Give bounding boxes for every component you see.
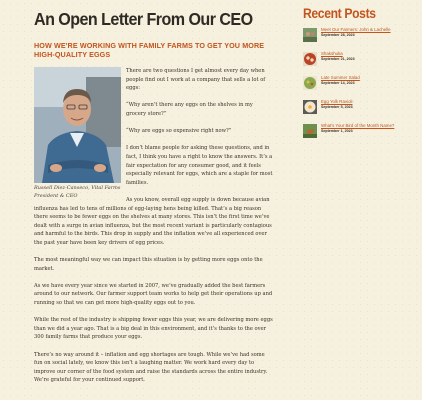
recent-post-link[interactable]: Shakshuka bbox=[321, 51, 343, 56]
ceo-figure bbox=[34, 67, 122, 200]
recent-post-date: September 1, 2023 bbox=[321, 128, 353, 133]
recent-post-item[interactable] bbox=[303, 124, 403, 148]
recent-post-item[interactable] bbox=[303, 28, 403, 52]
ceo-portrait-icon bbox=[34, 67, 121, 183]
shakshuka-thumbnail-icon[interactable] bbox=[303, 52, 317, 66]
farmers-thumbnail-icon[interactable] bbox=[303, 28, 317, 42]
article-paragraph: As we have every year since we started in 2007, we’ve gradually added the best farmers around to our network. Our farmer support team works to help get their operations up and running so that we can get more high-quality eggs out to you. bbox=[34, 282, 273, 307]
article-paragraph: While the rest of the industry is shipping fewer eggs this year, we are delivering more eggs than we did a year ago. That is a big deal in this environment, and it’s thanks to the over 300 family farms that produce your eggs. bbox=[34, 317, 273, 341]
recent-post-item[interactable] bbox=[303, 100, 403, 124]
recent-post-date: September 21, 2023 bbox=[321, 56, 355, 61]
article-paragraph: There’s no way around it – inflation and egg shortages are tough. While we’ve had some fun on social lately, we know this isn’t a laughing matter. We work hard every day to improve our corner of the food system and raise the standards across the entire industry. We’re grateful for your continued support. bbox=[34, 351, 268, 384]
article-subtitle: HOW WE'RE WORKING WITH FAMILY FARMS TO GET YOU MORE HIGH-QUALITY EGGS bbox=[34, 41, 265, 59]
ravioli-thumbnail-icon[interactable] bbox=[303, 100, 317, 114]
recent-post-link[interactable]: Egg Yolk Ravioli bbox=[321, 99, 353, 104]
recent-post-item[interactable] bbox=[303, 76, 403, 100]
recent-post-item[interactable] bbox=[303, 52, 403, 76]
recent-post-date: September 5, 2023 bbox=[321, 104, 353, 109]
article-paragraph: There are two questions I get almost every day when people find out I work at a company that sells a lot of eggs: bbox=[126, 68, 266, 92]
recent-post-date: September 28, 2023 bbox=[321, 32, 355, 37]
recent-post-date: September 14, 2023 bbox=[321, 80, 355, 85]
recent-posts-heading: Recent Posts bbox=[303, 6, 376, 21]
photo-caption: Russell Diez-Canseco, Vital Farms President & CEO bbox=[34, 185, 121, 199]
article-paragraph: The most meaningful way we can impact this situation is by getting more eggs onto the market. bbox=[34, 257, 263, 272]
ceo-portrait-photo bbox=[34, 67, 121, 183]
article-paragraph: “Why aren’t there any eggs on the shelves in my grocery store?” bbox=[126, 102, 253, 117]
salad-thumbnail-icon[interactable] bbox=[303, 76, 317, 90]
article-body bbox=[34, 67, 274, 385]
article-paragraph: “Why are eggs so expensive right now?” bbox=[126, 128, 232, 135]
page-title: An Open Letter From Our CEO bbox=[34, 9, 253, 29]
bird-thumbnail-icon[interactable] bbox=[303, 124, 317, 138]
article-paragraph: I don’t blame people for asking these questions, and in fact, I think you have a right to know the answers. It’s a fair expectation for any consumer good, and it feels especially relevant for eggs, which are a staple for most families. bbox=[126, 145, 273, 186]
recent-posts-sidebar bbox=[303, 6, 403, 148]
article-column bbox=[34, 8, 274, 394]
recent-post-link[interactable]: What's Your Bird of the Month Name? bbox=[321, 123, 395, 128]
article-paragraph: As you know, overall egg supply is down because avian influenza has led to tens of millions of egg-laying hens being killed. That’s a big reason there seems to be fewer eggs on the shelves at many stores. This isn’t the first time we’ve dealt with a surge in avian influenza, but the most recent variant is particularly contagious and harmful to the birds. This drop in supply and the inflation we’ve all experienced over the past year have been key drivers of egg prices. bbox=[34, 196, 272, 246]
recent-post-link[interactable]: Meet Our Farmers: John & Lachelle bbox=[321, 27, 391, 32]
recent-post-link[interactable]: Late Summer Salad bbox=[321, 75, 360, 80]
